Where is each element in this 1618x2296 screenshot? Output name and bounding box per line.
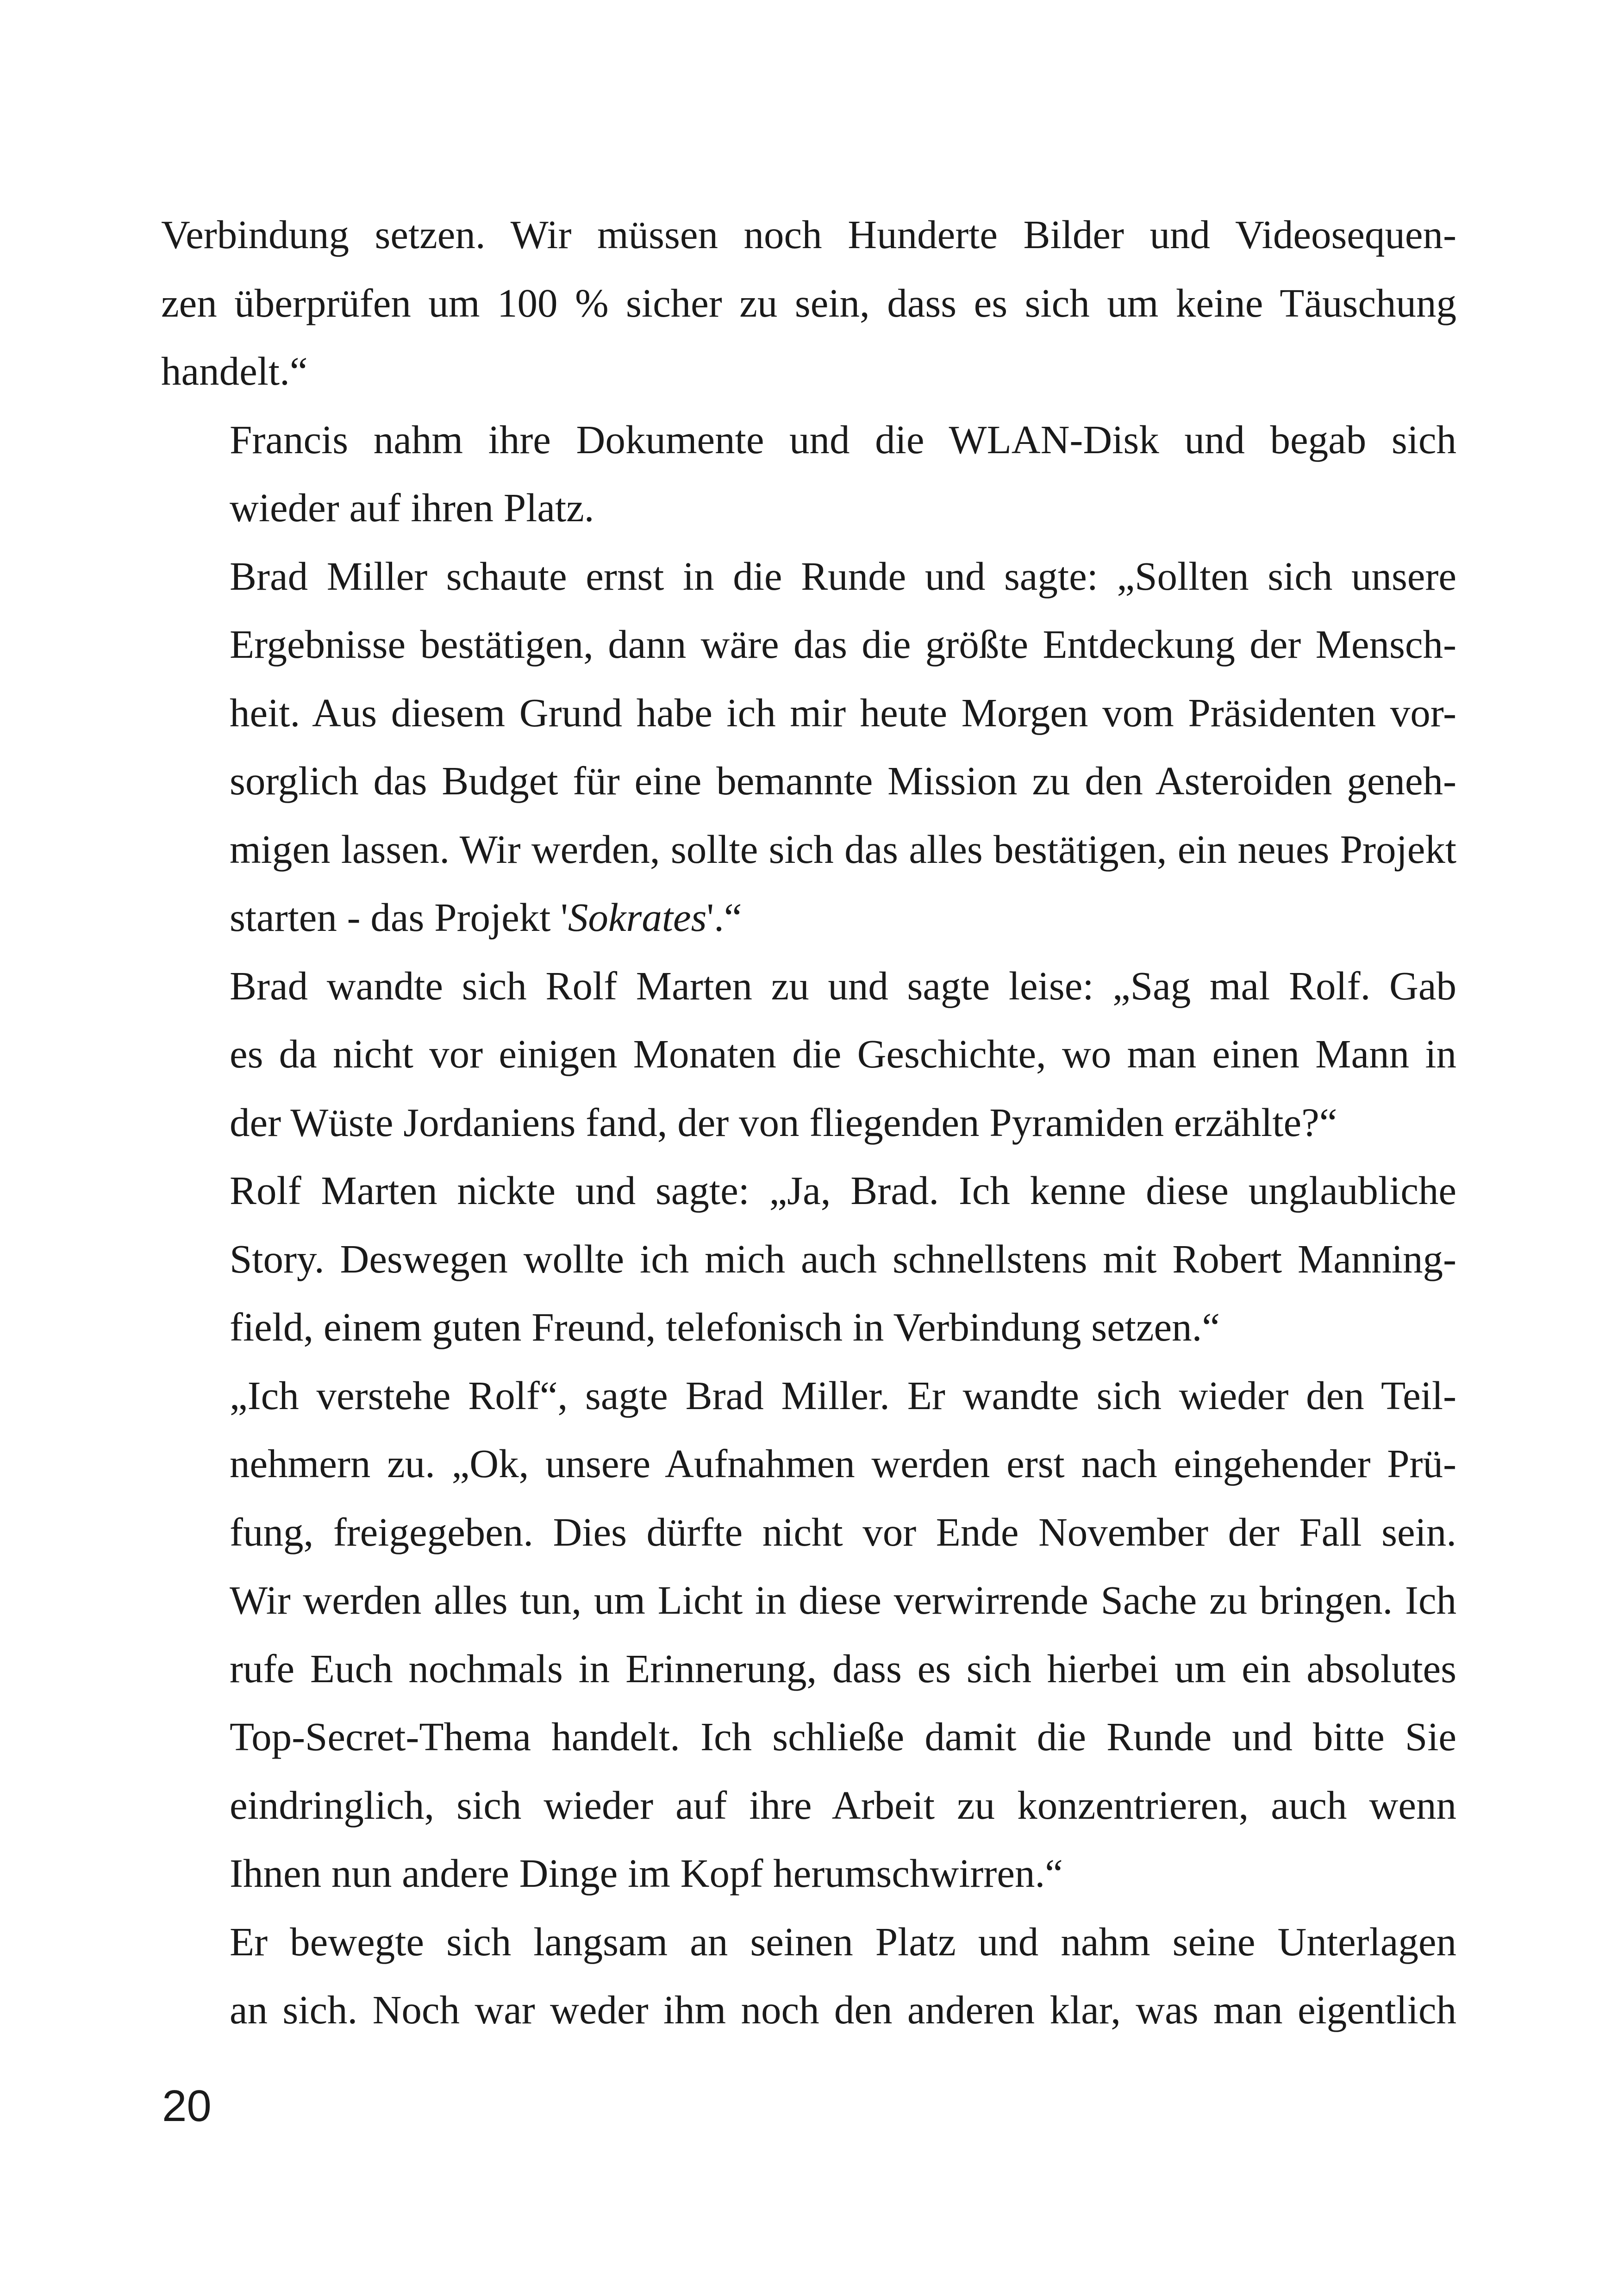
text-line: „Ich verstehe Rolf“, sagte Brad Miller. Er wandte sich wieder den Teil-	[230, 1373, 1456, 1418]
text-line: Ergebnisse bestätigen, dann wäre das die größte Entdeckung der Mensch-	[230, 622, 1456, 667]
text-line: Er bewegte sich langsam an seinen Platz und nahm seine Unterlagen	[230, 1919, 1456, 1964]
paragraph	[161, 952, 1456, 1157]
project-name-emphasis: Sokrates	[568, 895, 707, 940]
paragraph	[161, 406, 1456, 542]
text-line: zen überprüfen um 100 % sicher zu sein, dass es sich um keine Täuschung	[161, 280, 1456, 325]
text-line: Story. Deswegen wollte ich mich auch schnellstens mit Robert Manning-	[230, 1236, 1456, 1281]
text-line: rufe Euch nochmals in Erinnerung, dass es sich hierbei um ein absolutes	[230, 1646, 1456, 1691]
text-line: eindringlich, sich wieder auf ihre Arbeit zu konzentrieren, auch wenn	[230, 1782, 1456, 1828]
text-line: nehmern zu. „Ok, unsere Aufnahmen werden erst nach eingehender Prü-	[230, 1441, 1456, 1486]
text-line: sorglich das Budget für eine bemannte Mission zu den Asteroiden geneh-	[230, 758, 1456, 803]
page-number: 20	[162, 2081, 212, 2131]
text-line: Wir werden alles tun, um Licht in diese verwirrende Sache zu bringen. Ich	[230, 1578, 1456, 1622]
text-segment: '.“	[706, 895, 742, 940]
paragraph	[161, 1908, 1456, 2044]
text-line: wieder auf ihren Platz.	[230, 485, 594, 530]
text-line: Francis nahm ihre Dokumente und die WLAN-Disk und begab sich	[230, 417, 1456, 462]
text-line: Brad wandte sich Rolf Marten zu und sagte leise: „Sag mal Rolf. Gab	[230, 963, 1456, 1008]
text-line: migen lassen. Wir werden, sollte sich das alles bestätigen, ein neues Projekt	[230, 826, 1456, 872]
paragraph	[161, 200, 1456, 406]
text-line: field, einem guten Freund, telefonisch in Verbindung setzen.“	[230, 1304, 1220, 1349]
text-line: handelt.“	[161, 349, 308, 393]
text-segment: starten - das Projekt '	[230, 895, 568, 940]
text-line: Brad Miller schaute ernst in die Runde und sagte: „Sollten sich unsere	[230, 553, 1456, 599]
text-line: Verbindung setzen. Wir müssen noch Hunderte Bilder und Videosequen-	[161, 212, 1456, 257]
text-line: Top-Secret-Thema handelt. Ich schließe damit die Runde und bitte Sie	[230, 1714, 1456, 1759]
text-line: fung, freigegeben. Dies dürfte nicht vor Ende November der Fall sein.	[230, 1509, 1456, 1554]
text-line: an sich. Noch war weder ihm noch den anderen klar, was man eigentlich	[230, 1987, 1456, 2032]
body-text	[161, 200, 1456, 2044]
paragraph	[161, 1156, 1456, 1361]
paragraph	[161, 1361, 1456, 1908]
text-line: Ihnen nun andere Dinge im Kopf herumschwirren.“	[230, 1851, 1063, 1896]
text-line	[161, 883, 1456, 952]
text-line: es da nicht vor einigen Monaten die Geschichte, wo man einen Mann in	[230, 1031, 1456, 1076]
paragraph	[161, 542, 1456, 952]
text-line: Rolf Marten nickte und sagte: „Ja, Brad. Ich kenne diese unglaubliche	[230, 1168, 1456, 1213]
text-line: heit. Aus diesem Grund habe ich mir heute Morgen vom Präsidenten vor-	[230, 690, 1456, 735]
text-line: der Wüste Jordaniens fand, der von fliegenden Pyramiden erzählte?“	[230, 1099, 1337, 1145]
